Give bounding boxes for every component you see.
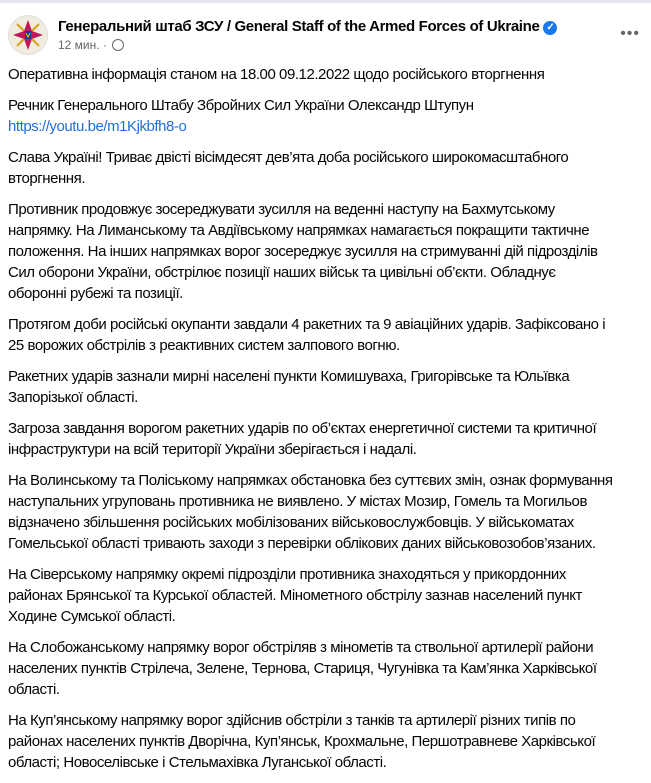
verified-badge-icon: ✓ [543, 21, 557, 35]
paragraph-line: Ракетних ударів зазнали мирні населені пункти Комишуваха, Григорівське та Юльївка [8, 368, 570, 385]
post-paragraph [8, 199, 648, 304]
paragraph-line: Ходине Сумської області. [8, 608, 176, 625]
paragraph-line: населених пунктів Стрілеча, Зелене, Тернова, Стариця, Чугунівка та Кам’янка Харківської [8, 660, 597, 677]
post-paragraph [8, 470, 648, 554]
paragraph-line: Запорізької області. [8, 389, 138, 406]
top-divider [0, 0, 651, 3]
post-paragraph [8, 314, 648, 356]
paragraph-line: вторгнення. [8, 170, 86, 187]
paragraph-line: інфраструктури на всій території України зберігається і надалі. [8, 441, 417, 458]
author-name[interactable] [58, 18, 557, 35]
post-paragraph [8, 64, 648, 85]
paragraph-line: Противник продовжує зосереджувати зусилля на веденні наступу на Бахмутському [8, 201, 555, 218]
post-paragraph [8, 147, 648, 189]
paragraph-line: районах населених пунктів Дворічна, Куп’янськ, Крохмальне, Першотравневе Харківської [8, 733, 596, 750]
paragraph-line: області; Новоселівське і Стельмахівка Луганської області. [8, 754, 387, 771]
paragraph-line: напрямку. На Лиманському та Авдіївському напрямках намагається покращити тактичне [8, 222, 590, 239]
paragraph-line: області. [8, 681, 60, 698]
paragraph-line: положення. На інших напрямках ворог зосереджує зусилля на стримуванні дій підрозділів [8, 243, 598, 260]
paragraph-line: оборонні рубежі та позиції. [8, 285, 183, 302]
globe-icon [112, 39, 124, 51]
page-avatar[interactable] [8, 15, 48, 55]
meta-separator: · [102, 38, 107, 52]
post-paragraph [8, 564, 648, 627]
paragraph-line: Оперативна інформація станом на 18.00 09.12.2022 щодо російського вторгнення [8, 66, 545, 83]
paragraph-line: наступальних угруповань противника не виявлено. У містах Мозир, Гомель та Могильов [8, 493, 587, 510]
paragraph-line: Загроза завдання ворогом ракетних ударів по об’єктах енергетичної системи та критичної [8, 420, 597, 437]
paragraph-line: На Сіверському напрямку окремі підрозділи противника знаходяться у прикордонних [8, 566, 566, 583]
paragraph-line: районах Брянської та Курської областей. Мінометного обстрілу зазнав населений пункт [8, 587, 582, 604]
post-paragraph [8, 95, 648, 137]
youtube-link[interactable]: https://youtu.be/m1Kjkbfh8-o [8, 118, 187, 135]
post-paragraph [8, 637, 648, 700]
paragraph-line: Речник Генерального Штабу Збройних Сил України Олександр Штупун [8, 97, 474, 114]
paragraph-line: відзначено збільшення російських мобілізованих військовослужбовців. У військоматах [8, 514, 574, 531]
paragraph-line: Слава Україні! Триває двісті вісімдесят дев’ята доба російського широкомасштабного [8, 149, 569, 166]
post-body [8, 64, 648, 783]
paragraph-line: На Куп’янському напрямку ворог здійснив обстріли з танків та артилерії різних типів по [8, 712, 576, 729]
paragraph-line: На Слобожанському напрямку ворог обстріляв з мінометів та ствольної артилерії райони [8, 639, 594, 656]
post-meta [58, 38, 124, 52]
author-link[interactable]: Генеральний штаб ЗСУ / General Staff of the Armed Forces of Ukraine [58, 18, 540, 35]
paragraph-line: Сил оборони України, обстрілює позиції наших військ та цивільні об’єкти. Обладнує [8, 264, 556, 281]
post-time[interactable]: 12 мин. [58, 38, 100, 52]
post-paragraph [8, 418, 648, 460]
paragraph-line: Гомельської області тривають заходи з перевірки облікових даних військовозобов’язаних. [8, 535, 596, 552]
paragraph-line: 25 ворожих обстрілів з реактивних систем залпового вогню. [8, 337, 400, 354]
more-options-icon[interactable]: ••• [620, 25, 640, 42]
armed-forces-emblem-icon [9, 16, 47, 54]
paragraph-line: Протягом доби російські окупанти завдали 4 ракетних та 9 авіаційних ударів. Зафіксовано і [8, 316, 606, 333]
paragraph-line: На Волинському та Поліському напрямках обстановка без суттєвих змін, ознак формування [8, 472, 613, 489]
post-paragraph [8, 366, 648, 408]
post-header [8, 15, 644, 55]
post-paragraph [8, 710, 648, 773]
